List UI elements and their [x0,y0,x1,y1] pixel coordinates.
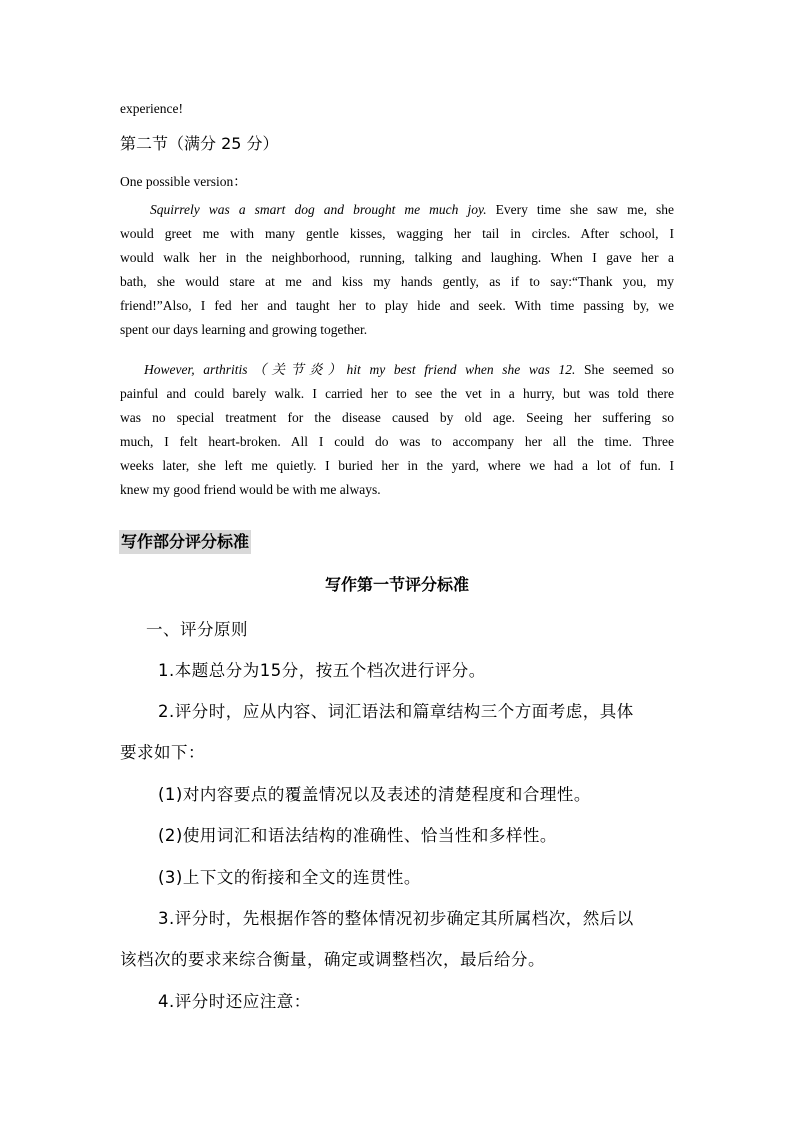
rule-1: 1.本题总分为15分，按五个档次进行评分。 [158,661,486,680]
section2-heading: 第二节（满分 25 分） [120,134,279,153]
essay-p1-line-1 [120,198,674,222]
rule-4: 4.评分时还应注意： [158,992,311,1011]
section1-grading-title: 写作第一节评分标准 [324,575,469,594]
continuation-text: experience! [120,101,183,116]
essay-p2-line-1 [120,358,674,382]
sub-item-3: (3)上下文的衔接和全文的连贯性。 [158,868,421,887]
essay-p1-line: bath, she would stare at me and kiss my hands gently, as if to say:“Thank you, my [120,274,674,289]
essay-paragraph-2 [120,358,674,502]
essay-p1-lead: Squirrely was a smart dog and brought me much joy. [150,202,487,217]
essay-p2-line: was no special treatment for the disease caused by old age. Seeing her suffering so [120,410,674,425]
sub-item-2: (2)使用词汇和语法结构的准确性、恰当性和多样性。 [158,826,557,845]
essay-p1-line: spent our days learning and growing together. [120,322,368,337]
essay-p2-lead: However, arthritis（关节炎）hit my best friend when she was 12. [144,362,576,377]
essay-p1-line: would greet me with many gentle kisses, wagging her tail in circles. After school, I [120,226,674,241]
essay-p2-line1-rest: She seemed so [575,362,674,377]
sub-item-1: (1)对内容要点的覆盖情况以及表述的清楚程度和合理性。 [158,785,591,804]
rule-2-line-2: 要求如下： [120,743,205,762]
essay-paragraph-1 [120,198,674,342]
rule-2-line-1: 2.评分时，应从内容、词汇语法和篇章结构三个方面考虑，具体 [158,702,634,721]
rule-3-line-1: 3.评分时，先根据作答的整体情况初步确定其所属档次，然后以 [158,909,634,928]
rule-3-line-2: 该档次的要求来综合衡量，确定或调整档次，最后给分。 [120,950,545,969]
essay-p2-line: weeks later, she left me quietly. I buried her in the yard, where we had a lot of fun. I [120,458,674,473]
essay-p1-line: would walk her in the neighborhood, running, talking and laughing. When I gave her a [120,250,674,265]
essay-p2-line: much, I felt heart-broken. All I could do was to accompany her all the time. Three [120,434,674,449]
essay-p2-line: painful and could barely walk. I carried her to see the vet in a hurry, but was told there [120,386,674,401]
possible-version-label: One possible version： [120,174,247,189]
essay-p1-line1-rest: Every time she saw me, she [486,202,674,217]
principles-heading: 一、评分原则 [146,620,248,639]
essay-p1-line: friend!”Also, I fed her and taught her to play hide and seek. With time passing by, we [120,298,674,313]
essay-p2-line: knew my good friend would be with me always. [120,482,381,497]
grading-section-heading: 写作部分评分标准 [119,530,251,554]
